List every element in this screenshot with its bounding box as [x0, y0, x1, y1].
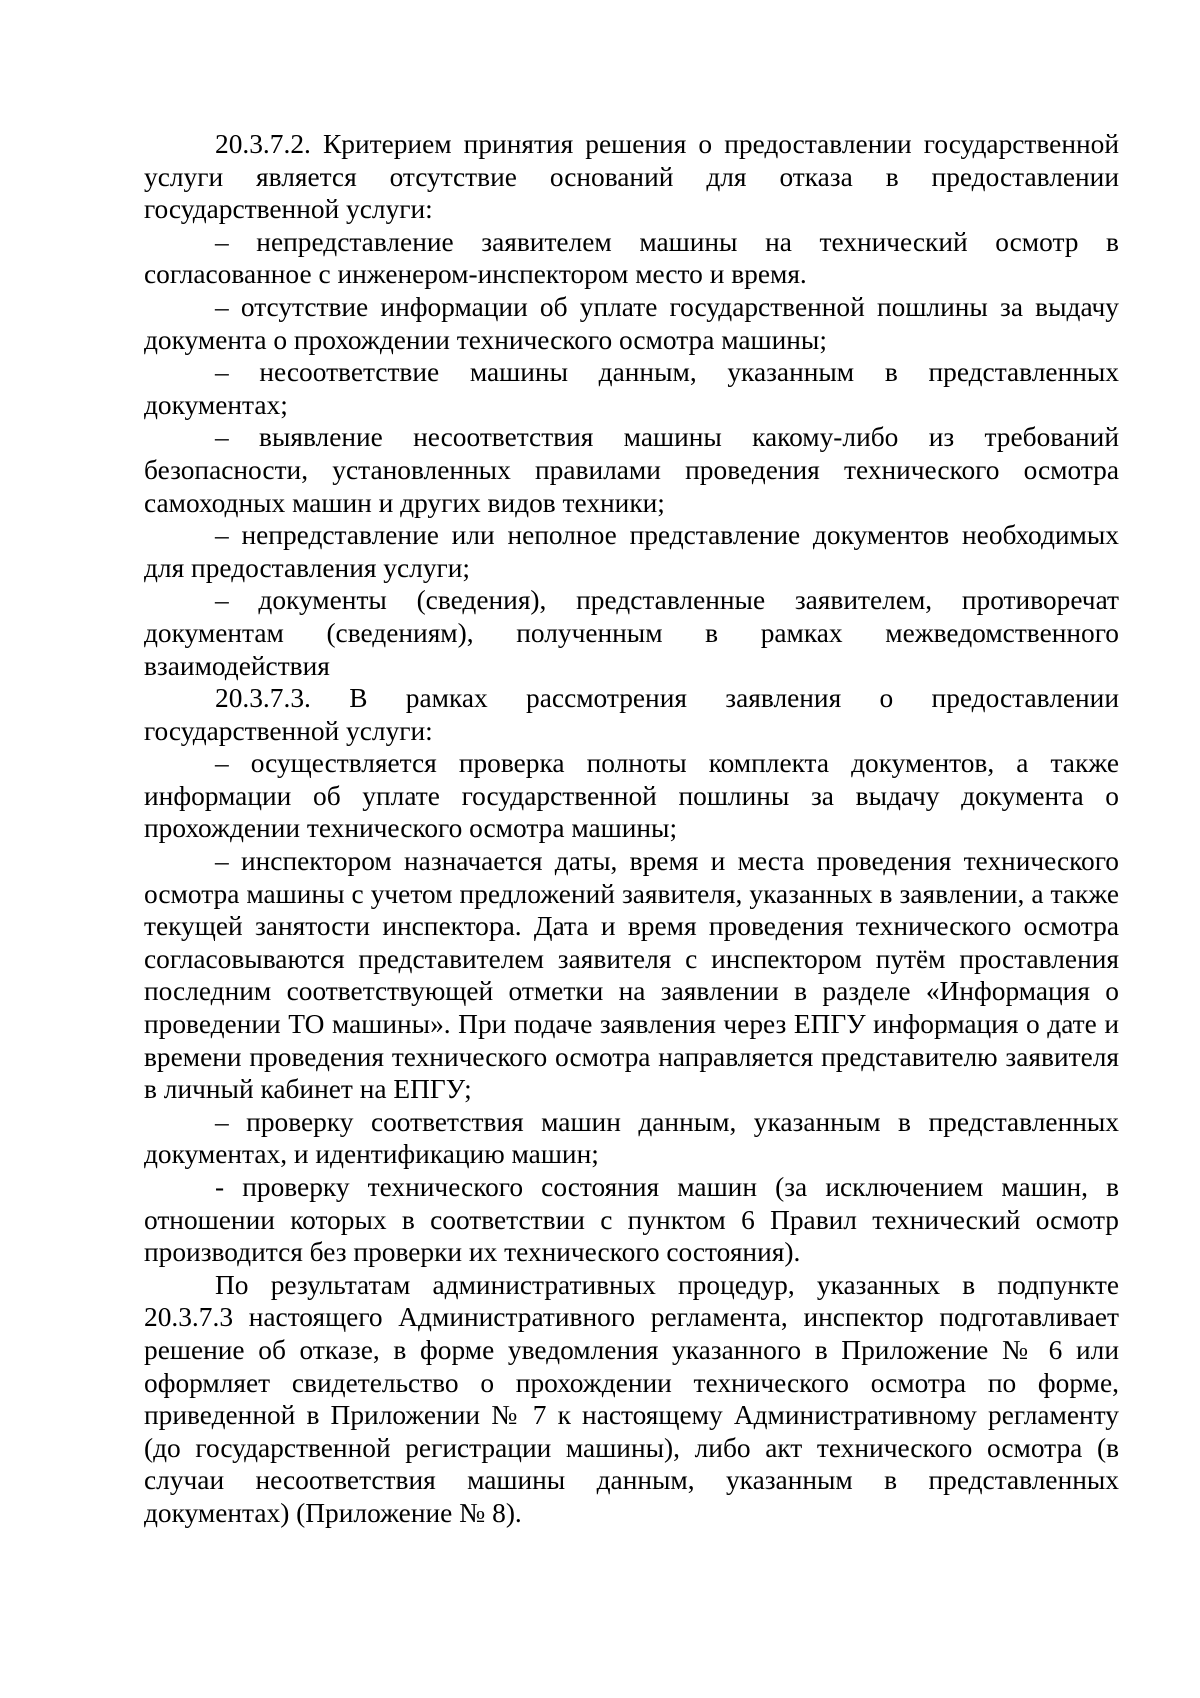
paragraph-20-3-7-3: 20.3.7.3. В рамках рассмотрения заявления о предоставлении государственной услуги: — [144, 683, 1119, 746]
paragraph-20-3-7-2: 20.3.7.2. Критерием принятия решения о предоставлении государственной услуги является отсутствие оснований для отказа в предоставлении государственной услуги: — [144, 129, 1119, 225]
list-item-data-mismatch: – несоответствие машины данным, указанным в представленных документах; — [144, 357, 1119, 420]
list-item-contradicting-documents: – документы (сведения), представленные заявителем, противоречат документам (сведениям), полученным в рамках межведомственного взаимодействия — [144, 585, 1119, 681]
list-item-safety-nonconformity: – выявление несоответствия машины какому-либо из требований безопасности, установленных правилами проведения технического осмотра самоходных машин и других видов техники; — [144, 422, 1119, 518]
list-item-identification: – проверку соответствия машин данным, указанным в представленных документах, и идентификацию машин; — [144, 1106, 1119, 1170]
document-page — [144, 128, 1119, 1530]
list-item-technical-condition: - проверку технического состояния машин (за исключением машин, в отношении которых в соответствии с пунктом 6 Правил технический осмотр производится без проверки их технического состояния). — [144, 1172, 1119, 1268]
list-item-no-machine: – непредставление заявителем машины на технический осмотр в согласованное с инженером-инспектором место и время. — [144, 226, 1119, 290]
list-item-completeness-check: – осуществляется проверка полноты комплекта документов, а также информации об уплате государственной пошлины за выдачу документа о прохождении технического осмотра машины; — [144, 748, 1119, 844]
list-item-no-payment-info: – отсутствие информации об уплате государственной пошлины за выдачу документа о прохождении технического осмотра машины; — [144, 291, 1119, 355]
paragraph-results: По результатам административных процедур, указанных в подпункте 20.3.7.3 настоящего Административного регламента, инспектор подготавливает решение об отказе, в форме уведомления указанного в Приложение № 6 или оформляет свидетельство о прохождении технического осмотра по форме, приведенной в Приложении № 7 к настоящему Административному регламенту (до государственной регистрации машины), либо акт технического осмотра (в случаи несоответствия машины данным, указанным в представленных документах) (Приложение № 8). — [144, 1269, 1119, 1528]
list-item-missing-documents: – непредставление или неполное представление документов необходимых для предоставления услуги; — [144, 520, 1119, 583]
list-item-inspection-scheduling: – инспектором назначается даты, время и места проведения технического осмотра машины с учетом предложений заявителя, указанных в заявлении, а также текущей занятости инспектора. Дата и время проведения технического осмотра согласовываются представителем заявителя с инспектором путём проставления последним соответствующей отметки на заявлении в разделе «Информация о проведении ТО машины». При подаче заявления через ЕПГУ информация о дате и времени проведения технического осмотра направляется представителю заявителя в личный кабинет на ЕПГУ; — [144, 846, 1119, 1105]
